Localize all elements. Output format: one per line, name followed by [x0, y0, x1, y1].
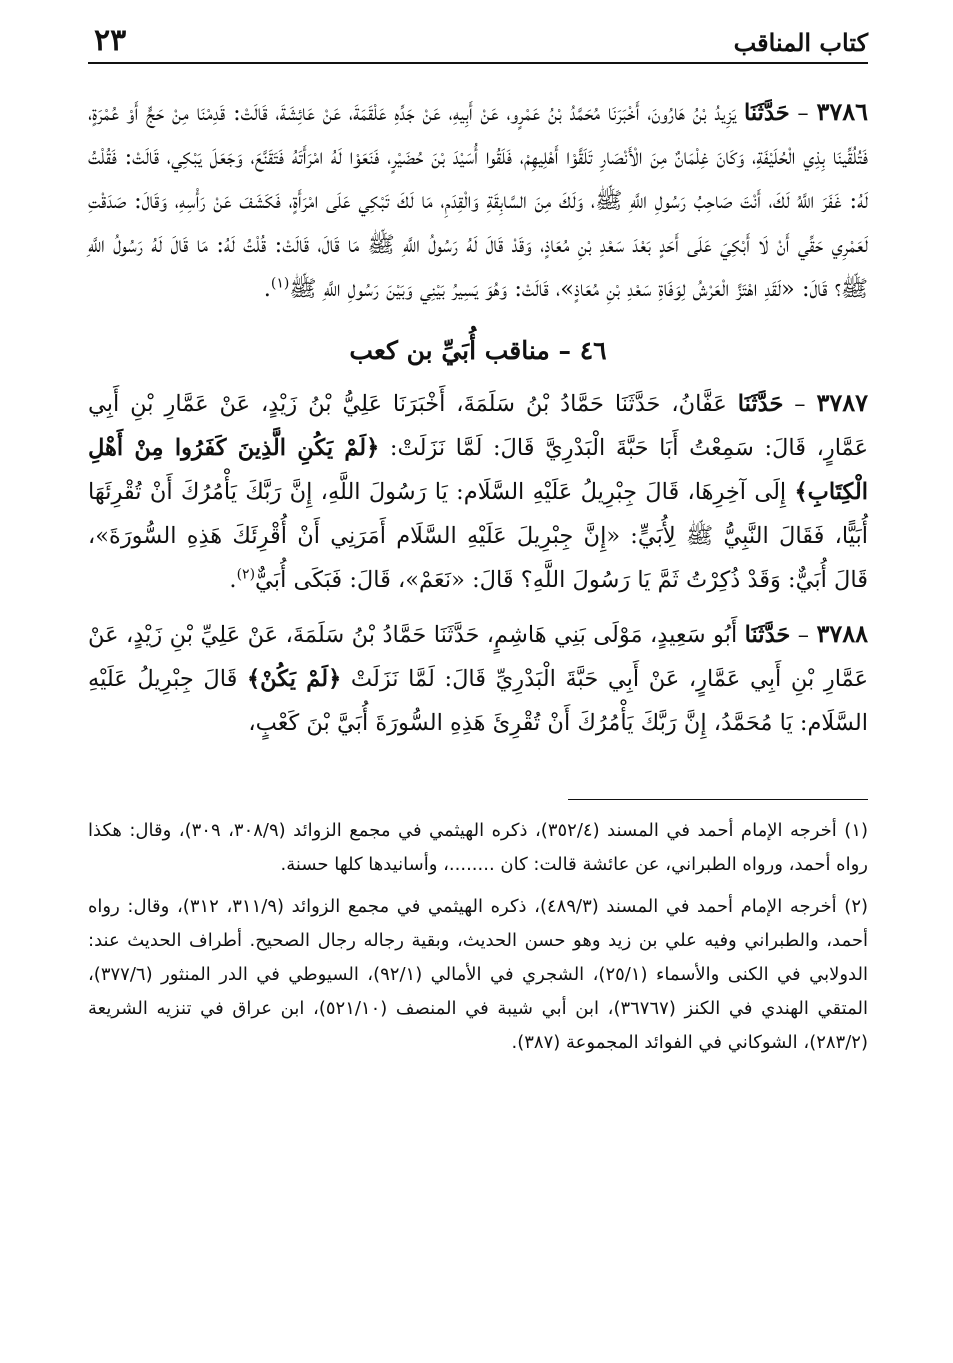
- book-title: كتاب المناقب: [733, 28, 868, 57]
- quran-verse: ﴿لَمْ يَكُنِ الَّذِينَ كَفَرُوا مِنْ أَهْلِ الْكِتَابِ﴾: [88, 435, 868, 505]
- hadith-text: أَبُو سَعِيدٍ، مَوْلَى بَنِي هَاشِمٍ، حَدَّثَنَا حَمَّادُ بْنُ سَلَمَةَ، عَنْ عَلِيِّ بْنِ زَيْدٍ، عَنْ عَمَّارِ بْنِ أَبِي عَمَّارٍ، عَنْ أَبِي حَبَّةَ الْبَدْرِيِّ قَالَ: لَمَّا نَزَلَتْ: [88, 622, 868, 692]
- page-header: [88, 22, 868, 64]
- number-dash: –: [790, 622, 817, 648]
- hadith-text-continued: إِلَى آخِرِهَا، قَالَ جِبْرِيلُ عَلَيْهِ السَّلَام: يَا رَسُولَ اللَّهِ، إِنَّ رَبَّكَ يَأْمُرُكَ أَنْ تُقْرِئَهَا أُبَيًّا، فَقَالَ النَّبِيُّ ﷺ لِأُبَيٍّ: «إِنَّ جِبْرِيلَ عَلَيْهِ السَّلَام أَمَرَنِي أَنْ أُقْرِئَكَ هَذِهِ السُّورَةَ»، قَالَ أُبَيٌّ: وَقَدْ ذُكِرْتُ ثَمَّ يَا رَسُولَ اللَّهِ؟ قَالَ: «نَعَمْ»، قَالَ: فَبَكَى أُبَيٌّ: [88, 479, 868, 593]
- footnote-reference: (٢): [236, 566, 256, 583]
- footnote-1: [88, 814, 868, 882]
- book-page: [88, 22, 868, 1342]
- footnotes: [88, 814, 868, 1060]
- section-heading: ٤٦ – مناقب أُبَيِّ بن كعب: [349, 336, 607, 365]
- hadith-ending: .: [263, 276, 271, 302]
- hadith-text: يَزِيدُ بْنُ هَارُونَ، أَخْبَرَنَا مُحَمَّدُ بْنُ عَمْرٍو، عَنْ أَبِيهِ، عَنْ جَدِّهِ عَلْقَمَةَ، عَنْ عَائِشَةَ، قَالَتْ: قَدِمْنَا مِنْ حَجٍّ أَوْ عُمْرَةٍ، فَتُلُقِّينَا بِذِي الْحُلَيْفَةِ، وَكَانَ غِلْمَانٌ مِنَ الْأَنْصَارِ تَلَقَّوْا أَهْلِيهِمْ، فَلَقُوا أُسَيْدَ بْنَ حُضَيْرٍ، فَنَعَوْا لَهُ امْرَأَتَهُ فَتَقَنَّعَ، وَجَعَلَ يَبْكِي، قَالَتْ: فَقُلْتُ لَهُ: غَفَرَ اللَّهُ لَكَ، أَنْتَ صَاحِبُ رَسُولِ اللَّهِ ﷺ، وَلَكَ مِنَ السَّابِقَةِ وَالْقِدَمِ، مَا لَكَ تَبْكِي عَلَى امْرَأَةٍ، فَكَشَفَ عَنْ رَأْسِهِ، وَقَالَ: صَدَقْتِ لَعَمْرِي حَقِّي أَنْ لَا أَبْكِيَ عَلَى أَحَدٍ بَعْدَ سَعْدِ بْنِ مُعَاذٍ، وَقَدْ قَالَ لَهُ رَسُولُ اللَّهِ ﷺ مَا قَالَ، قَالَتْ: قُلْتُ لَهُ: مَا قَالَ لَهُ رَسُولُ اللَّهِ ﷺ؟ قَالَ: «لَقَدِ اهْتَزَّ الْعَرْشُ لِوَفَاةِ سَعْدِ بْنِ مُعَاذٍ»، قَالَتْ: وَهُوَ يَسِيرُ بَيْنِي وَبَيْنَ رَسُولِ اللَّهِ ﷺ: [88, 100, 868, 302]
- hadith-3787: [88, 381, 868, 602]
- hadith-number: ٣٧٨٨: [816, 619, 869, 648]
- narration-word: حَدَّثَنَا: [744, 622, 791, 648]
- quran-verse: ﴿لَمْ يَكُنْ﴾: [246, 666, 342, 692]
- hadith-number: ٣٧٨٧: [816, 388, 868, 417]
- footnote-text: أخرجه الإمام أحمد في المسند (٤٨٩/٣)، ذكره الهيثمي في مجمع الزوائد (٣١١/٩، ٣١٢)، وقال: رواه أحمد، والطبراني وفيه علي بن زيد وهو حسن الحديث، وبقية رجاله رجال الصحيح. أطراف الحديث عند: الدولابي في الكنى والأسماء (٢٥/١)، الشجري في الأمالي (٩٢/١)، السيوطي في الدر المنثور (٣٧٧/٦)، المتقي الهندي في الكنز (٣٦٧٦٧)، ابن أبي شيبة في المنصف (٥٢١/١٠)، ابن عراق في تنزيه الشريعة (٢٨٣/٢)، الشوكاني في الفوائد المجموعة (٣٨٧).: [88, 896, 868, 1053]
- hadith-text: عَفَّانُ، حَدَّثَنَا حَمَّادُ بْنُ سَلَمَةَ، أَخْبَرَنَا عَلِيُّ بْنُ زَيْدٍ، عَنْ عَمَّارِ بْنِ أَبِي عَمَّارٍ، قَالَ: سَمِعْتُ أَبَا حَبَّةَ الْبَدْرِيَّ قَالَ: لَمَّا نَزَلَتْ:: [88, 391, 868, 461]
- hadith-text-continued: قَالَ جِبْرِيلُ عَلَيْهِ السَّلَام: يَا مُحَمَّدُ، إِنَّ رَبَّكَ يَأْمُرُكَ أَنْ تُقْرِئَ هَذِهِ السُّورَةَ أُبَيَّ بْنَ كَعْبٍ،: [88, 666, 868, 736]
- number-dash: –: [783, 391, 817, 417]
- number-dash: –: [789, 100, 817, 126]
- hadith-3788: [88, 612, 868, 745]
- footnote-reference: (١): [270, 275, 290, 292]
- hadith-3786: [88, 90, 868, 311]
- hadith-ending: .: [229, 567, 237, 593]
- narration-word: حَدَّثَنَا: [744, 100, 790, 126]
- footnote-2: [88, 890, 868, 1060]
- footnote-mark: (١): [844, 820, 869, 841]
- footnote-mark: (٢): [844, 896, 869, 917]
- page-number: ٢٣: [94, 23, 127, 58]
- footnote-text: أخرجه الإمام أحمد في المسند (٣٥٢/٤)، ذكره الهيثمي في مجمع الزوائد (٣٠٨/٩، ٣٠٩)، وقال: هكذا رواه أحمد، ورواه الطبراني، عن عائشة قالت: كان ........، وأسانيدها كلها حسنة.: [88, 820, 868, 875]
- hadith-number: ٣٧٨٦: [816, 97, 868, 126]
- footnote-separator: [568, 799, 868, 800]
- narration-word: حَدَّثَنَا: [737, 391, 784, 417]
